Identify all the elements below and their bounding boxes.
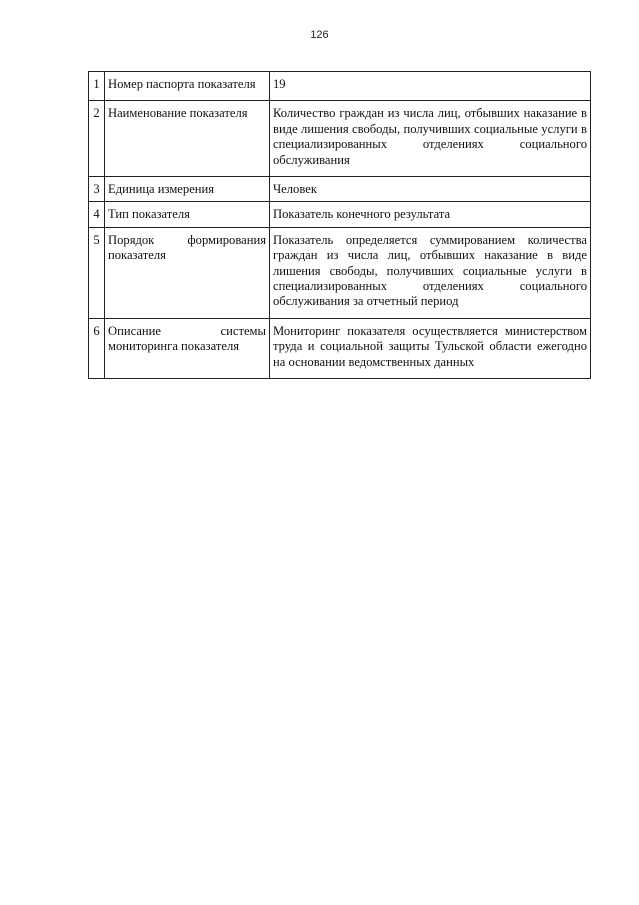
table-row (89, 202, 591, 227)
row-label: Наименование показателя (105, 101, 270, 177)
row-label: Тип показателя (105, 202, 270, 227)
table-row (89, 177, 591, 202)
row-number: 1 (89, 72, 105, 101)
table-row (89, 101, 591, 177)
table-row (89, 318, 591, 378)
row-value: Количество граждан из числа лиц, отбывших наказание в виде лишения свободы, получивших социальные услуги в специализированных отделениях социального обслуживания (270, 101, 591, 177)
row-label: Номер паспорта показателя (105, 72, 270, 101)
row-value: Мониторинг показателя осуществляется министерством труда и социальной защиты Тульской области ежегодно на основании ведомственных данных (270, 318, 591, 378)
row-value: Показатель конечного результата (270, 202, 591, 227)
table-row (89, 227, 591, 318)
table-row (89, 72, 591, 101)
indicator-passport-table (88, 71, 591, 379)
row-number: 5 (89, 227, 105, 318)
row-value: 19 (270, 72, 591, 101)
page-number: 126 (310, 29, 329, 41)
row-value: Показатель определяется суммированием количества граждан из числа лиц, отбывших наказание в виде лишения свободы, получивших социальные услуги в специализированных отделениях социального обслуживания за отчетный период (270, 227, 591, 318)
row-number: 6 (89, 318, 105, 378)
row-value: Человек (270, 177, 591, 202)
row-label: Единица измерения (105, 177, 270, 202)
row-number: 2 (89, 101, 105, 177)
row-number: 4 (89, 202, 105, 227)
row-label: Описание системы мониторинга показателя (105, 318, 270, 378)
row-label: Порядок формирования показателя (105, 227, 270, 318)
row-number: 3 (89, 177, 105, 202)
